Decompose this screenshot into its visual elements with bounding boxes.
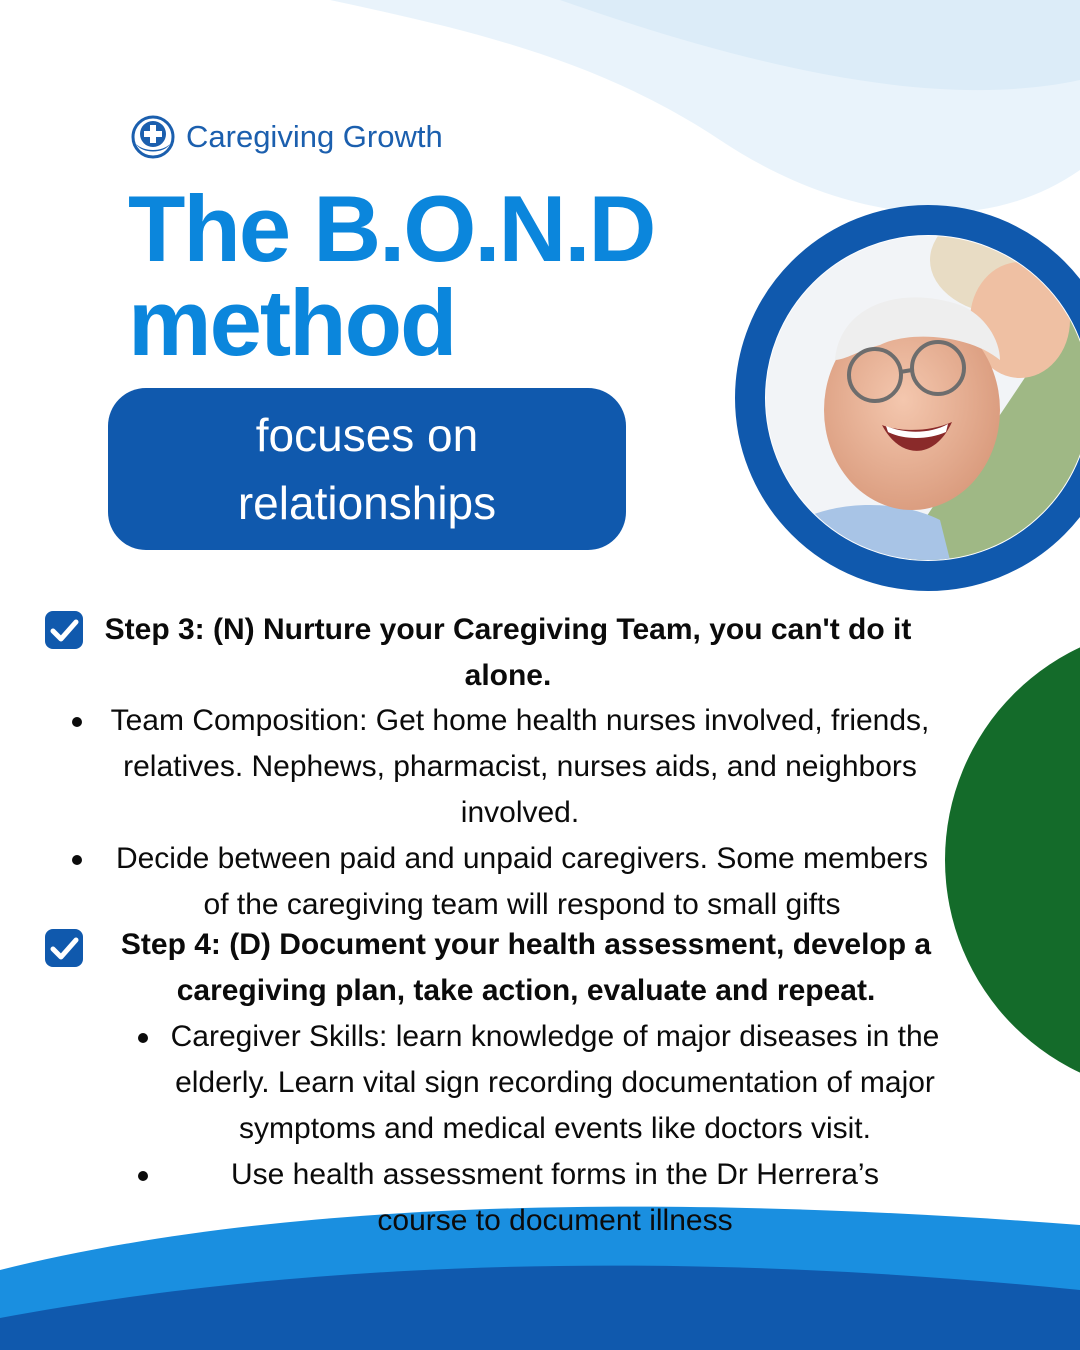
bullet-dot (72, 717, 82, 727)
step-4-bullet-1: Caregiver Skills: learn knowledge of major diseases in the elderly. Learn vital sign recording documentation of major symptoms and medical events like doctors visit. (170, 1020, 940, 1145)
step-3-bullet-2: Decide between paid and unpaid caregivers. Some members of the caregiving team will respond to small gifts (115, 842, 929, 921)
bullet-dot (138, 1033, 148, 1043)
bullet-dot (138, 1171, 148, 1181)
brand-name: Caregiving Growth (186, 119, 443, 154)
subtitle-pill (108, 388, 626, 550)
bullet-dot (72, 855, 82, 865)
brand (130, 114, 443, 160)
checkbox-icon (44, 928, 84, 968)
title-line-1: The B.O.N.D (128, 176, 655, 281)
page-title (128, 176, 655, 375)
checkbox-icon (44, 610, 84, 650)
step-4-title: Step 4: (D) Document your health assessment, develop a caregiving plan, take action, evaluate and repeat. (120, 928, 932, 1007)
step-4-bullet-2: Use health assessment forms in the Dr Herrera’s course to document illness (230, 1158, 880, 1237)
green-half-circle (945, 625, 1080, 1095)
medical-cross-hands-icon (130, 114, 176, 160)
step-3-title: Step 3: (N) Nurture your Caregiving Team, you can't do it alone. (104, 613, 912, 692)
title-line-2: method (128, 270, 456, 375)
subtitle-text: focuses on relationships (237, 409, 497, 529)
step-3-bullet-1: Team Composition: Get home health nurses involved, friends, relatives. Nephews, pharmacist, nurses aids, and neighbors involved. (110, 704, 930, 829)
